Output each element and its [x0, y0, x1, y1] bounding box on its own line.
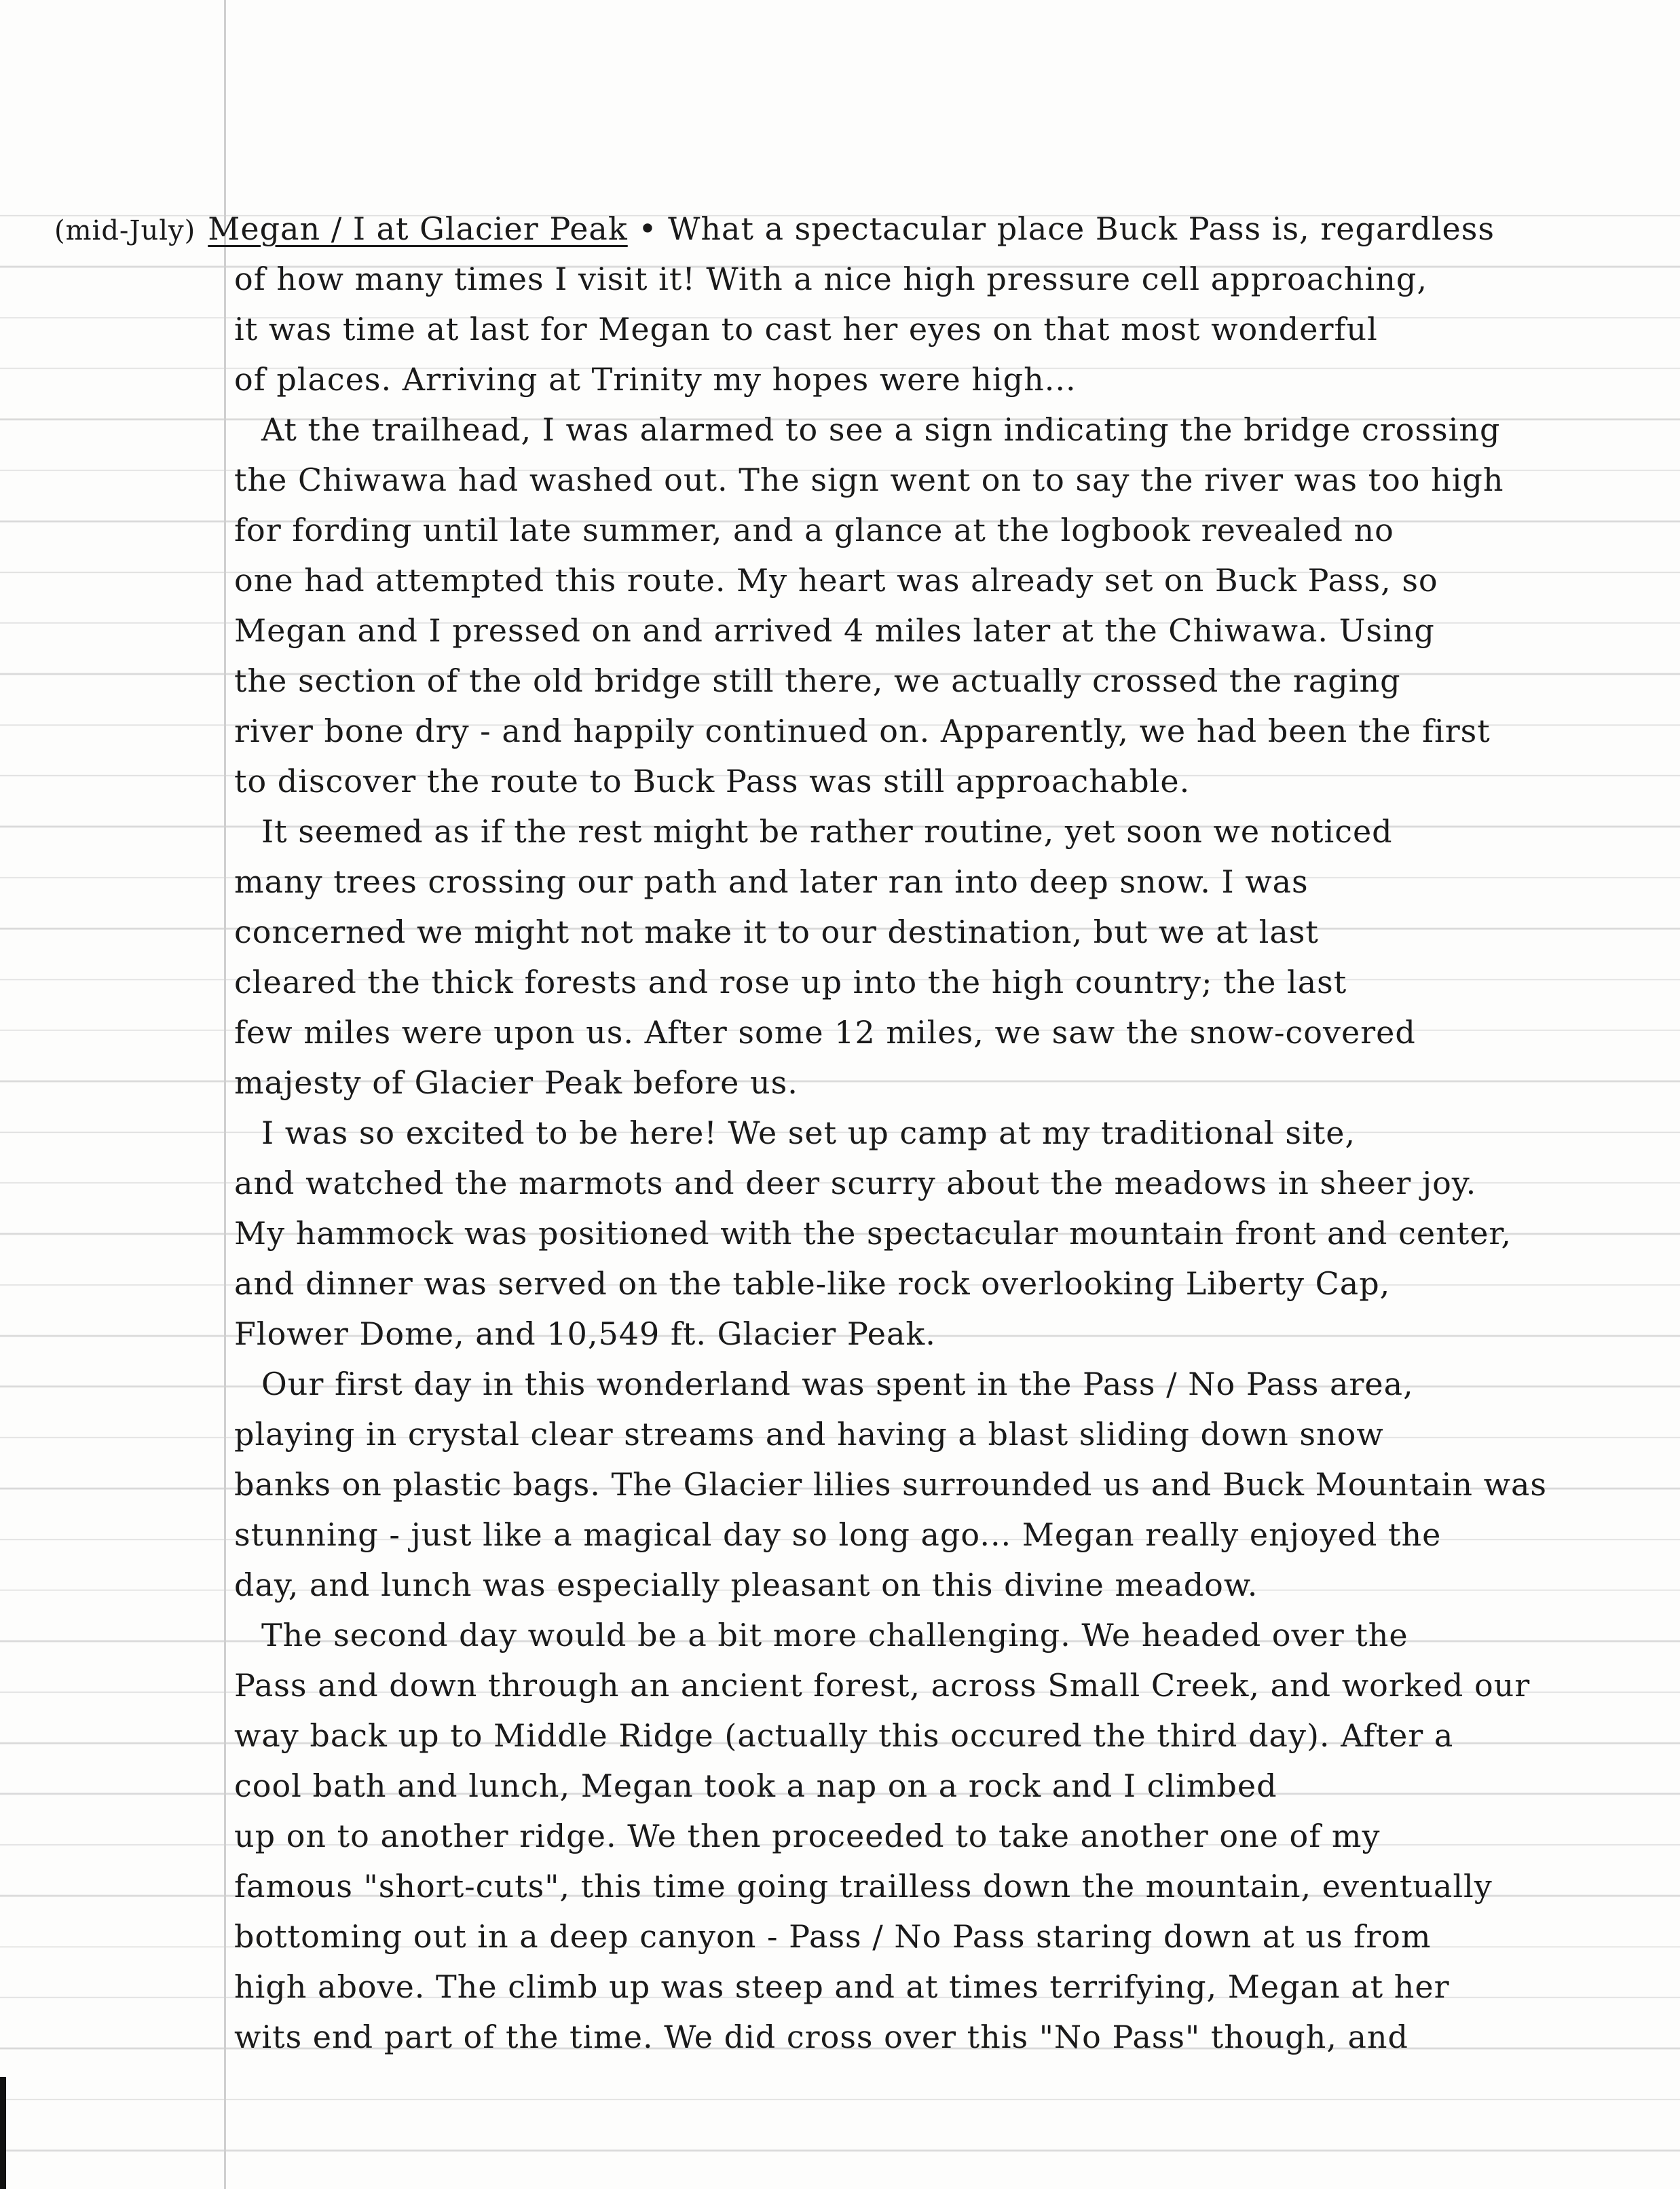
- text-line: [54, 1409, 1629, 1459]
- entry-line: up on to another ridge. We then proceeded to take another one of my: [234, 1818, 1381, 1854]
- entry-line: the section of the old bridge still there, we actually crossed the raging: [234, 662, 1401, 699]
- text-line: [54, 1158, 1629, 1208]
- page-top-margin: [0, 0, 1680, 204]
- entry-line: At the trailhead, I was alarmed to see a sign indicating the bridge crossing: [261, 411, 1501, 448]
- entry-date-tag: (mid-July): [54, 215, 196, 246]
- entry-line: river bone dry - and happily continued on. Apparently, we had been the first: [234, 713, 1491, 749]
- text-line: [54, 304, 1629, 354]
- text-line: [54, 1710, 1629, 1761]
- entry-line: The second day would be a bit more challenging. We headed over the: [261, 1617, 1408, 1653]
- text-line: [54, 1510, 1629, 1560]
- entry-title: Megan / I at Glacier Peak: [208, 210, 628, 247]
- entry-line: day, and lunch was especially pleasant on this divine meadow.: [234, 1567, 1258, 1603]
- text-line: [54, 1208, 1629, 1258]
- text-line: [54, 1911, 1629, 1962]
- title-separator: •: [638, 210, 658, 247]
- text-line: [54, 555, 1629, 605]
- entry-line: famous "short-cuts", this time going trailless down the mountain, eventually: [234, 1868, 1493, 1905]
- paragraph-start-line: [54, 1108, 1629, 1158]
- entry-line: and dinner was served on the table-like rock overlooking Liberty Cap,: [234, 1265, 1391, 1302]
- text-line: [54, 1058, 1629, 1108]
- text-line: [54, 1258, 1629, 1309]
- text-line: [54, 455, 1629, 505]
- text-line: [54, 505, 1629, 555]
- text-line: [54, 756, 1629, 806]
- entry-line: My hammock was positioned with the spectacular mountain front and center,: [234, 1215, 1512, 1252]
- entry-line: way back up to Middle Ridge (actually this occured the third day). After a: [234, 1717, 1454, 1754]
- text-line: [54, 656, 1629, 706]
- entry-line: Pass and down through an ancient forest, across Small Creek, and worked our: [234, 1667, 1531, 1704]
- entry-line: of how many times I visit it! With a nice high pressure cell approaching,: [234, 261, 1427, 297]
- text-line: [54, 957, 1629, 1007]
- text-line: [54, 1007, 1629, 1058]
- text-line: [54, 2012, 1629, 2062]
- journal-entry: [54, 204, 1629, 2062]
- entry-line: Megan and I pressed on and arrived 4 miles later at the Chiwawa. Using: [234, 612, 1435, 649]
- entry-line: cool bath and lunch, Megan took a nap on a rock and I climbed: [234, 1767, 1277, 1804]
- entry-line: stunning - just like a magical day so long ago... Megan really enjoyed the: [234, 1516, 1442, 1553]
- entry-line: playing in crystal clear streams and having a blast sliding down snow: [234, 1416, 1384, 1453]
- text-line: [54, 1761, 1629, 1811]
- text-line: [54, 254, 1629, 304]
- text-line: [54, 1309, 1629, 1359]
- entry-line: What a spectacular place Buck Pass is, regardless: [668, 210, 1495, 247]
- text-line: [54, 354, 1629, 405]
- entry-line: it was time at last for Megan to cast her eyes on that most wonderful: [234, 311, 1378, 348]
- text-line: [54, 605, 1629, 656]
- entry-line: I was so excited to be here! We set up camp at my traditional site,: [261, 1115, 1356, 1151]
- entry-line: It seemed as if the rest might be rather routine, yet soon we noticed: [261, 813, 1393, 850]
- binding-edge-mark: [0, 2077, 6, 2189]
- entry-line: Flower Dome, and 10,549 ft. Glacier Peak.: [234, 1315, 936, 1352]
- paragraph-start-line: [54, 1610, 1629, 1660]
- text-line: [54, 907, 1629, 957]
- text-line: [54, 1861, 1629, 1911]
- text-line: [54, 1962, 1629, 2012]
- entry-heading-line: [54, 204, 1629, 254]
- paragraph-start-line: [54, 806, 1629, 857]
- entry-line: wits end part of the time. We did cross over this "No Pass" though, and: [234, 2019, 1408, 2055]
- entry-line: cleared the thick forests and rose up into the high country; the last: [234, 964, 1347, 1000]
- entry-line: banks on plastic bags. The Glacier lilies surrounded us and Buck Mountain was: [234, 1466, 1548, 1503]
- text-line: [54, 857, 1629, 907]
- text-line: [54, 1459, 1629, 1510]
- text-line: [54, 1560, 1629, 1610]
- entry-line: and watched the marmots and deer scurry about the meadows in sheer joy.: [234, 1165, 1477, 1201]
- entry-line: many trees crossing our path and later ran into deep snow. I was: [234, 863, 1309, 900]
- text-line: [54, 1811, 1629, 1861]
- paragraph-start-line: [54, 1359, 1629, 1409]
- entry-line: Our first day in this wonderland was spent in the Pass / No Pass area,: [261, 1366, 1414, 1402]
- entry-line: to discover the route to Buck Pass was still approachable.: [234, 763, 1191, 800]
- entry-line: one had attempted this route. My heart was already set on Buck Pass, so: [234, 562, 1438, 599]
- text-line: [54, 1660, 1629, 1710]
- entry-line: the Chiwawa had washed out. The sign went on to say the river was too high: [234, 462, 1504, 498]
- entry-line: concerned we might not make it to our destination, but we at last: [234, 914, 1319, 950]
- text-line: [54, 706, 1629, 756]
- paragraph-start-line: [54, 405, 1629, 455]
- entry-line: bottoming out in a deep canyon - Pass / No Pass staring down at us from: [234, 1918, 1432, 1955]
- entry-line: high above. The climb up was steep and at times terrifying, Megan at her: [234, 1968, 1450, 2005]
- entry-line: few miles were upon us. After some 12 miles, we saw the snow-covered: [234, 1014, 1416, 1051]
- entry-line: majesty of Glacier Peak before us.: [234, 1064, 798, 1101]
- entry-line: of places. Arriving at Trinity my hopes were high...: [234, 361, 1077, 398]
- entry-line: for fording until late summer, and a glance at the logbook revealed no: [234, 512, 1394, 548]
